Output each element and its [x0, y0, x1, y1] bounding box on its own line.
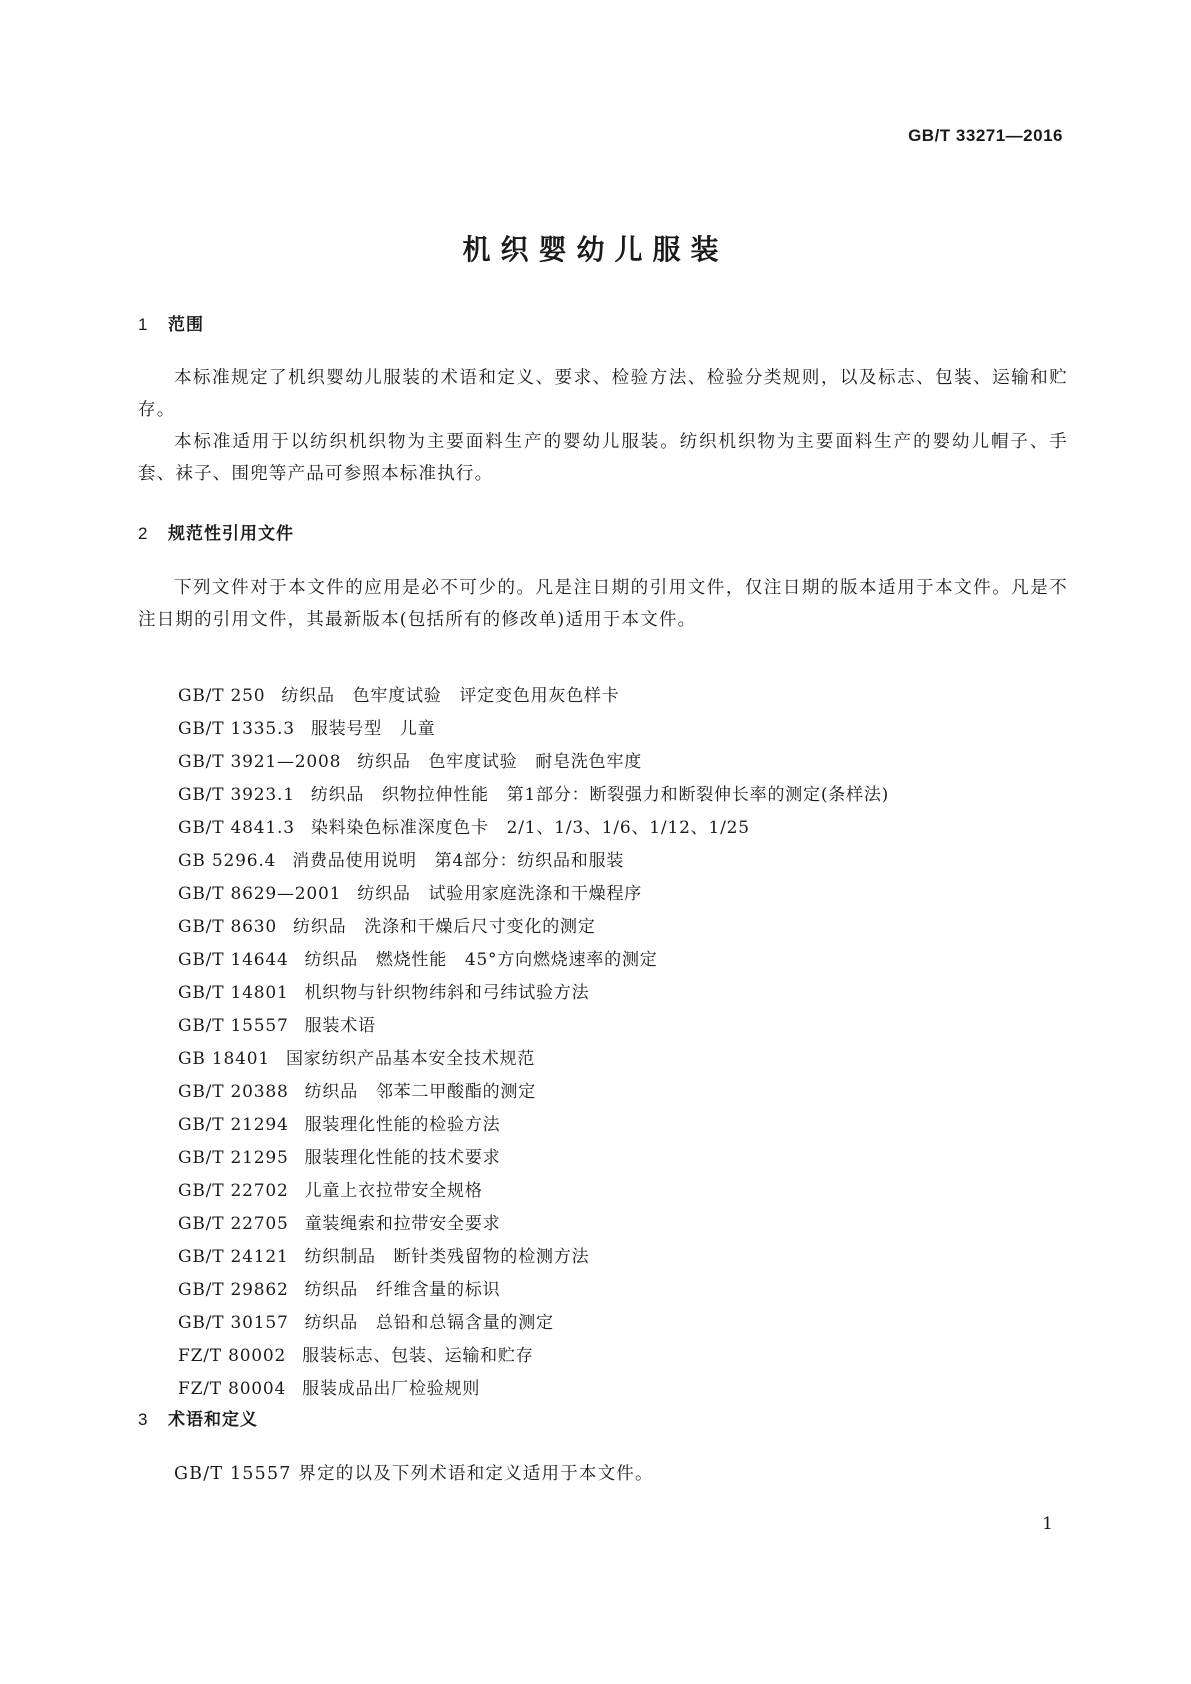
- section-heading-scope: [138, 310, 204, 335]
- reference-code: FZ/T 80004: [178, 1379, 287, 1399]
- page-number: 1: [1042, 1514, 1053, 1534]
- reference-title: 消费品使用说明 第4部分：纺织品和服装: [292, 851, 625, 871]
- reference-title: 纺织品 织物拉伸性能 第1部分：断裂强力和断裂伸长率的测定(条样法): [310, 785, 890, 805]
- reference-item: [178, 878, 889, 911]
- reference-title: 染料染色标准深度色卡 2/1、1/3、1/6、1/12、1/25: [310, 818, 750, 838]
- reference-code: GB/T 3921—2008: [178, 752, 342, 772]
- reference-code: GB/T 4841.3: [178, 818, 295, 838]
- reference-item: [178, 779, 889, 812]
- reference-item: [178, 1010, 889, 1043]
- reference-item: [178, 977, 889, 1010]
- reference-title: 儿童上衣拉带安全规格: [304, 1181, 483, 1201]
- references-intro: 下列文件对于本文件的应用是必不可少的。凡是注日期的引用文件，仅注日期的版本适用于本文件。凡是不注日期的引用文件，其最新版本(包括所有的修改单)适用于本文件。: [138, 578, 1068, 630]
- reference-title: 纺织品 总铅和总镉含量的测定: [304, 1313, 554, 1333]
- reference-code: GB/T 29862: [178, 1280, 289, 1300]
- reference-title: 服装术语: [304, 1016, 376, 1036]
- section-number: 3: [138, 1410, 149, 1429]
- reference-code: GB/T 14801: [178, 983, 289, 1003]
- document-title: 机织婴幼儿服装: [462, 233, 729, 266]
- reference-title: 服装成品出厂检验规则: [302, 1379, 481, 1399]
- reference-title: 纺织品 燃烧性能 45°方向燃烧速率的测定: [304, 950, 658, 970]
- standard-number: GB/T 33271—2016: [908, 126, 1063, 145]
- reference-code: GB/T 8629—2001: [178, 884, 342, 904]
- reference-item: [178, 1076, 889, 1109]
- reference-title: 服装标志、包装、运输和贮存: [302, 1346, 534, 1366]
- scope-paragraph-1: 本标准规定了机织婴幼儿服装的术语和定义、要求、检验方法、检验分类规则，以及标志、包装、运输和贮存。: [138, 368, 1068, 420]
- reference-code: GB/T 30157: [178, 1313, 289, 1333]
- reference-code: GB/T 22702: [178, 1181, 289, 1201]
- reference-code: GB/T 21295: [178, 1148, 289, 1168]
- reference-title: 国家纺织产品基本安全技术规范: [285, 1049, 536, 1069]
- reference-code: GB/T 24121: [178, 1247, 289, 1267]
- reference-title: 纺织品 试验用家庭洗涤和干燥程序: [357, 884, 643, 904]
- reference-item: [178, 1109, 889, 1142]
- reference-title: 纺织品 邻苯二甲酸酯的测定: [304, 1082, 537, 1102]
- reference-code: GB 5296.4: [178, 851, 277, 871]
- section-title: 范围: [168, 315, 204, 335]
- reference-code: GB/T 20388: [178, 1082, 289, 1102]
- reference-item: [178, 680, 889, 713]
- reference-item: [178, 1175, 889, 1208]
- reference-title: 服装号型 儿童: [310, 719, 436, 739]
- reference-title: 纺织品 洗涤和干燥后尺寸变化的测定: [293, 917, 596, 937]
- reference-title: 纺织品 纤维含量的标识: [304, 1280, 501, 1300]
- reference-item: [178, 746, 889, 779]
- reference-item: [178, 1340, 889, 1373]
- reference-code: FZ/T 80002: [178, 1346, 287, 1366]
- reference-title: 纺织品 色牢度试验 评定变色用灰色样卡: [281, 686, 620, 706]
- reference-title: 服装理化性能的检验方法: [304, 1115, 501, 1135]
- reference-code: GB/T 1335.3: [178, 719, 295, 739]
- reference-code: GB/T 14644: [178, 950, 289, 970]
- normative-reference-list: [178, 680, 889, 1406]
- reference-item: [178, 1373, 889, 1406]
- reference-code: GB/T 3923.1: [178, 785, 295, 805]
- scope-paragraph-2: 本标准适用于以纺织机织物为主要面料生产的婴幼儿服装。纺织机织物为主要面料生产的婴幼儿帽子、手套、袜子、围兜等产品可参照本标准执行。: [138, 432, 1068, 484]
- reference-item: [178, 1208, 889, 1241]
- reference-code: GB 18401: [178, 1049, 270, 1069]
- reference-item: [178, 1307, 889, 1340]
- reference-item: [178, 911, 889, 944]
- reference-item: [178, 812, 889, 845]
- section-title: 规范性引用文件: [168, 524, 294, 544]
- reference-item: [178, 713, 889, 746]
- reference-item: [178, 1043, 889, 1076]
- section-title: 术语和定义: [168, 1410, 258, 1430]
- reference-title: 纺织制品 断针类残留物的检测方法: [304, 1247, 590, 1267]
- reference-title: 服装理化性能的技术要求: [304, 1148, 501, 1168]
- reference-item: [178, 1142, 889, 1175]
- section-heading-references: [138, 519, 294, 544]
- terms-intro: GB/T 15557 界定的以及下列术语和定义适用于本文件。: [174, 1464, 654, 1484]
- section-heading-terms: [138, 1405, 258, 1430]
- reference-title: 纺织品 色牢度试验 耐皂洗色牢度: [357, 752, 643, 772]
- reference-title: 童装绳索和拉带安全要求: [304, 1214, 501, 1234]
- section-number: 2: [138, 524, 149, 543]
- reference-title: 机织物与针织物纬斜和弓纬试验方法: [304, 983, 590, 1003]
- reference-code: GB/T 250: [178, 686, 266, 706]
- reference-item: [178, 845, 889, 878]
- reference-item: [178, 1241, 889, 1274]
- reference-item: [178, 944, 889, 977]
- reference-item: [178, 1274, 889, 1307]
- reference-code: GB/T 15557: [178, 1016, 289, 1036]
- reference-code: GB/T 8630: [178, 917, 278, 937]
- reference-code: GB/T 21294: [178, 1115, 289, 1135]
- section-number: 1: [138, 315, 149, 334]
- reference-code: GB/T 22705: [178, 1214, 289, 1234]
